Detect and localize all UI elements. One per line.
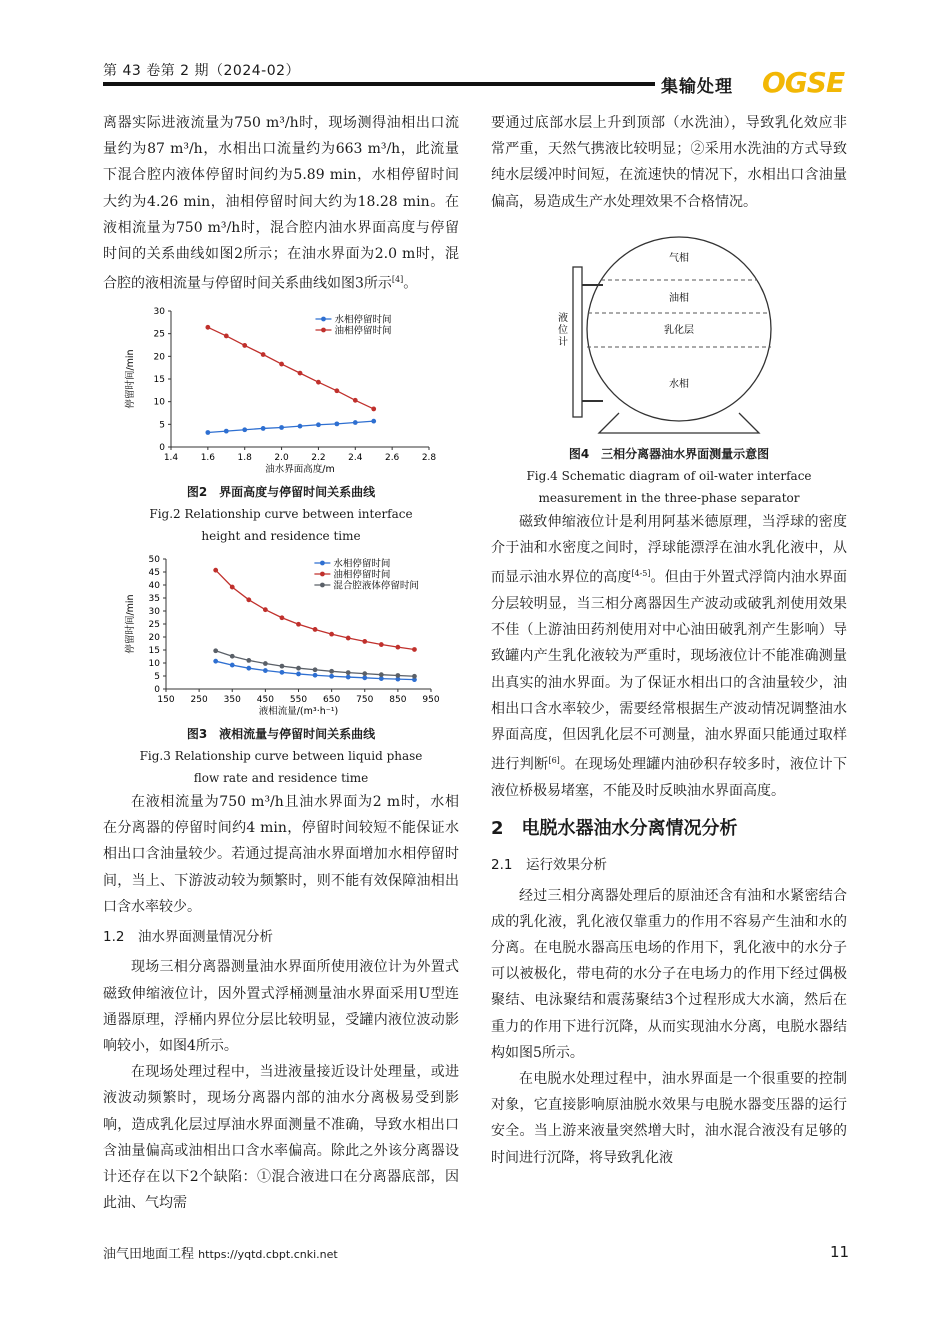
level-gauge-label: 液位计 [558,312,568,348]
data-point [353,420,358,425]
figure-2-title: 图2 界面高度与停留时间关系曲线 [186,485,376,500]
header-rule [103,82,655,86]
legend-label: 水相停留时间 [333,558,391,570]
figure-4-en-line1: Fig.4 Schematic diagram of oil-water interface [526,468,812,483]
x-tick-label: 2.4 [348,453,363,464]
y-tick-label: 15 [153,375,165,386]
data-point [316,380,321,385]
y-tick-label: 10 [153,397,165,408]
right-paragraph-4: 在电脱水处理过程中，油水界面是一个很重要的控制对象，它直接影响原油脱水效果与电脱水器变压器的运行安全。当上游来液量突然增大时，油水混合液没有足够的时间进行沉降，将导致乳化液 [491,1070,847,1166]
legend-label: 油相停留时间 [334,325,392,337]
y-tick-label: 5 [159,420,165,431]
data-point [242,427,247,432]
figure-2-chart [121,303,441,481]
oil-phase-label: 油相 [669,292,689,304]
left-paragraph-3: 现场三相分离器测量油水界面所使用液位计为外置式磁致伸缩液位计，因外置式浮桶测量油水界面采用U型连通器原理，浮桶内界位分层比较明显，受罐内液位波动影响较小，如图4所示。 [103,959,459,1054]
ogse-logo-icon [760,66,850,98]
x-tick-label: 550 [289,695,308,706]
data-point [316,422,321,427]
data-point [346,675,351,680]
legend-marker [320,572,325,577]
data-point [334,388,339,393]
left-paragraph-4: 在现场处理过程中，当进液量接近设计处理量，或进液波动频繁时，现场分离器内部的油水分离极易受到影响，造成乳化层过厚油水界面测量不准确，导致水相出口含油量偏高或油相出口含水率偏高。除此之外该分离器设计还存在以下2个缺陷：①混合液进口在分离器底部，因此油、气均需 [103,1064,459,1212]
x-tick-label: 150 [157,695,175,706]
data-point [298,371,303,376]
y-tick-label: 20 [148,633,160,644]
data-point [246,666,251,671]
data-point [213,659,218,664]
data-point [230,663,235,668]
legend-marker [320,583,325,588]
data-point [213,648,218,653]
left-column [103,110,459,1216]
data-point [280,615,285,620]
y-tick-label: 10 [148,659,160,670]
section-2-1-heading: 2.1 运行效果分析 [491,857,607,874]
data-point [329,632,334,637]
figure-4-caption [491,443,847,509]
y-tick-label: 45 [148,568,160,579]
data-point [371,407,376,412]
data-point [329,669,334,674]
series-line [216,651,415,676]
data-point [230,654,235,659]
x-tick-label: 2.0 [274,453,289,464]
section-1-2-heading: 1.2 油水界面测量情况分析 [103,929,273,946]
legend-label: 油相停留时间 [333,569,391,581]
data-point [313,667,318,672]
x-tick-label: 1.4 [163,453,179,464]
y-tick-label: 30 [148,607,160,618]
y-axis-label: 停留时间/min [125,594,136,654]
data-point [412,647,417,652]
legend-marker [321,328,326,333]
footer-url: https://yqtd.cbpt.cnki.net [198,1248,338,1261]
page-number: 11 [830,1243,850,1261]
figure-3-en-line1: Fig.3 Relationship curve between liquid phase [139,749,423,764]
data-point [263,668,268,673]
section-title: 集输处理 [661,77,733,97]
data-point [313,627,318,632]
footer-journal: 油气田地面工程 https://yqtd.cbpt.cnki.net [103,1247,338,1262]
data-point [296,666,301,671]
figure-3-chart [121,551,441,723]
y-tick-label: 40 [148,581,160,592]
x-tick-label: 450 [256,695,274,706]
data-point [313,673,318,678]
x-axis-label: 液相流量/(m³·h⁻¹) [258,706,339,718]
x-tick-label: 850 [389,695,407,706]
data-point [213,568,218,573]
legend-label: 混合腔液体停留时间 [333,580,419,592]
x-tick-label: 650 [323,695,341,706]
figure-4-en-line2: measurement in the three-phase separator [538,490,800,505]
y-axis-label: 停留时间/min [125,349,136,409]
y-tick-label: 25 [153,329,165,340]
x-tick-label: 2.6 [384,453,400,464]
data-point [395,673,400,678]
data-point [230,585,235,590]
x-axis-label: 油水界面高度/m [265,464,335,476]
data-point [353,398,358,403]
data-point [242,343,247,348]
right-paragraph-2: 磁致伸缩液位计是利用阿基米德原理，当浮球的密度介于油和水密度之间时，浮球能漂浮在油水乳化液中，从而显示油水界位的高度[4-5]。但由于外置式浮筒内油水界面分层较明显，当三相分离器因生产波动或破乳剂使用效果不佳（上游油田药剂使用对中心油田破乳剂产生影响）导致罐内产生乳化液较为严重时，现场液位计不能准确测量出真实的油水界面。为了保证水相出口的含油量较少，油相出口含水率较少，需要经常根据生产波动情况调整油水界面高度，但因乳化层不可测量，油水界面只能通过取样进行判断[6]。在现场处理罐内油砂积存较多时，液位计下液位桥极易堵塞，不能及时反映油水界面高度。 [491,513,848,800]
data-point [362,675,367,680]
right-column [491,110,847,1171]
y-tick-label: 30 [153,307,165,318]
data-point [261,352,266,357]
x-tick-label: 950 [422,695,440,706]
data-point [246,597,251,602]
data-point [280,664,285,669]
figure-2-en-line2: height and residence time [201,529,361,544]
figure-3-en-line2: flow rate and residence time [193,771,369,786]
y-tick-label: 0 [154,685,160,696]
figure-4-title: 图4 三相分离器油水界面测量示意图 [568,446,770,461]
data-point [362,671,367,676]
x-tick-label: 750 [356,695,374,706]
data-point [371,419,376,424]
legend-marker [320,561,325,566]
legend-marker [321,317,326,322]
data-point [346,636,351,641]
left-paragraph-2: 在液相流量为750 m³/h且油水界面为2 m时，水相在分离器的停留时间约4 min，停留时间较短不能保证水相出口含油量较少。若通过提高油水界面增加水相停留时间，当上、下游波动较为频繁时，则不能有效保障油相出口含水率较少。 [103,794,459,915]
data-point [263,607,268,612]
x-tick-label: 250 [190,695,208,706]
data-point [298,424,303,429]
data-point [261,426,266,431]
left-paragraph-1: 离器实际进液流量为750 m³/h时，现场测得油相出口流量约为87 m³/h，水相出口流量约为663 m³/h，此流量下混合腔内液体停留时间约为5.89 min，水相停留时间大约为4.26 min，油相停留时间大约为18.28 min。在液相流量为750 m³/h时，混合腔内油水界面高度与停留时间的关系曲线如图2所示；在油水界面为2.0 m时，混合腔的液相流量与停留时间关系曲线如图3所示[4]。 [103,115,459,292]
gas-phase-label: 气相 [669,252,689,264]
x-tick-label: 350 [223,695,241,706]
figure-4-separator-diagram [491,225,847,443]
y-tick-label: 50 [148,555,160,566]
data-point [329,674,334,679]
issue-header: 第 43 卷第 2 期（2024-02） [103,63,301,79]
figure-2-caption [103,481,459,547]
data-point [334,422,339,427]
emulsion-layer-label: 乳化层 [664,324,694,336]
data-point [224,429,229,434]
x-tick-label: 2.8 [421,453,437,464]
data-point [205,325,210,330]
data-point [395,645,400,650]
x-tick-label: 2.2 [311,453,326,464]
data-point [379,642,384,647]
section-2-heading: 2 电脱水器油水分离情况分析 [491,818,738,840]
logo-text: OGSE [762,66,845,98]
data-point [280,670,285,675]
water-phase-label: 水相 [669,378,689,390]
series-line [208,421,374,432]
data-point [279,425,284,430]
figure-3-caption [103,723,459,789]
data-point [362,639,367,644]
data-point [412,674,417,679]
data-point [379,672,384,677]
data-point [296,622,301,627]
data-point [246,658,251,663]
y-tick-label: 35 [148,594,160,605]
y-tick-label: 5 [154,672,160,683]
y-tick-label: 25 [148,620,160,631]
data-point [346,670,351,675]
y-tick-label: 0 [159,443,165,454]
legend-label: 水相停留时间 [334,314,392,326]
figure-2-en-line1: Fig.2 Relationship curve between interface [149,507,413,522]
data-point [224,334,229,339]
data-point [263,661,268,666]
right-paragraph-1: 要通过底部水层上升到顶部（水洗油），导致乳化效应非常严重，天然气携液比较明显；②采用水洗油的方式导致纯水层缓冲时间短，在流速快的情况下，水相出口含油量偏高，易造成生产水处理效果不合格情况。 [491,115,847,210]
right-paragraph-3: 经过三相分离器处理后的原油还含有油和水紧密结合成的乳化液，乳化液仅靠重力的作用不容易产生油和水的分离。在电脱水器高压电场的作用下，乳化液中的水分子可以被极化，带电荷的水分子在电场力的作用下经过偶极聚结、电泳聚结和震荡聚结3个过程形成大水滴，然后在重力的作用下进行沉降，从而实现油水分离，电脱水器结构如图5所示。 [491,887,847,1061]
x-tick-label: 1.8 [237,453,252,464]
series-line [208,327,374,409]
y-tick-label: 15 [148,646,160,657]
figure-3-title: 图3 液相流量与停留时间关系曲线 [186,727,376,742]
data-point [279,362,284,367]
data-point [205,430,210,435]
y-tick-label: 20 [153,352,165,363]
x-tick-label: 1.6 [200,453,216,464]
data-point [296,672,301,677]
